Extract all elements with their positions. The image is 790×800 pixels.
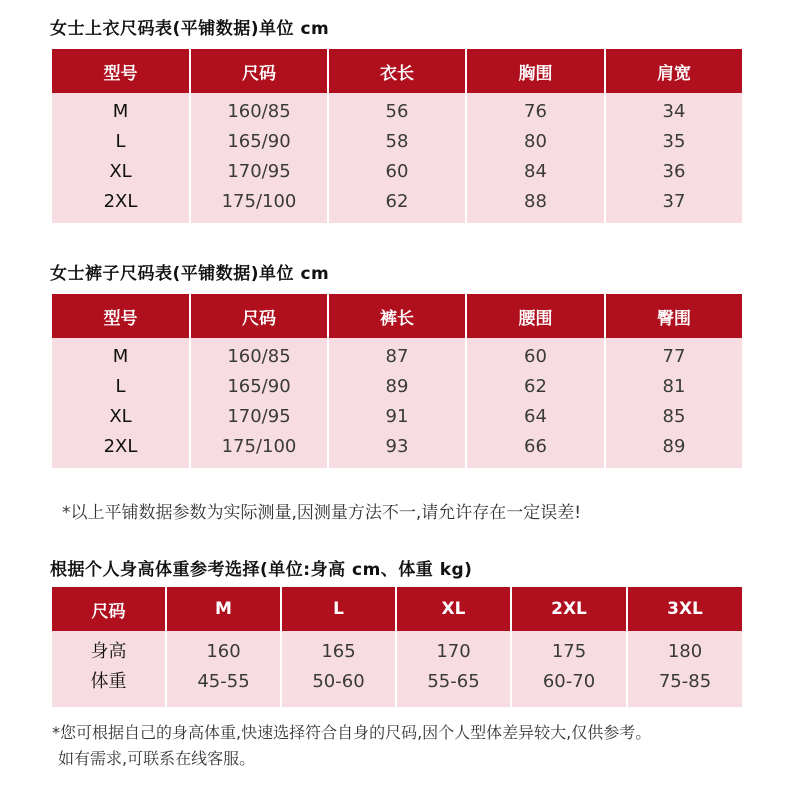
tops-cell: M <box>112 101 129 122</box>
tops-cell: 60 <box>385 161 409 182</box>
fit-header-cell: L <box>280 587 395 631</box>
tops-title: 女士上衣尺码表(平铺数据)单位 cm <box>50 19 330 39</box>
tops-column-1 <box>189 93 327 223</box>
pants-cell: 175/100 <box>221 436 297 457</box>
tops-column-4 <box>604 93 742 223</box>
tops-header-cell: 胸围 <box>465 49 604 93</box>
tops-header-cell: 尺码 <box>189 49 327 93</box>
fit-header-cell: XL <box>395 587 510 631</box>
fit-cell: 160 <box>206 641 241 662</box>
tops-cell: 35 <box>662 131 686 152</box>
fit-header-cell: 2XL <box>510 587 626 631</box>
pants-header-row <box>52 294 742 338</box>
tops-header-cell: 衣长 <box>327 49 465 93</box>
pants-cell: 87 <box>385 346 409 367</box>
pants-cell: 89 <box>662 436 686 457</box>
pants-title: 女士裤子尺码表(平铺数据)单位 cm <box>50 264 330 284</box>
fit-header-cell: 3XL <box>626 587 742 631</box>
pants-cell: 89 <box>385 376 409 397</box>
pants-cell: 170/95 <box>227 406 291 427</box>
tops-cell: 2XL <box>103 191 138 212</box>
fit-cell: 180 <box>667 641 703 662</box>
tops-column-3 <box>465 93 604 223</box>
pants-header-cell: 臀围 <box>604 294 742 338</box>
tops-cell: 165/90 <box>227 131 291 152</box>
tops-cell: 58 <box>385 131 409 152</box>
fit-size-table <box>52 587 742 707</box>
pants-cell: 60 <box>524 346 547 367</box>
tops-cell: 160/85 <box>227 101 291 122</box>
pants-cell: 165/90 <box>227 376 291 397</box>
pants-column-3 <box>465 338 604 468</box>
tops-column-0 <box>52 93 189 223</box>
pants-cell: 2XL <box>103 436 138 457</box>
fit-cell: 身高 <box>90 641 127 662</box>
fit-cell: 50-60 <box>312 671 365 692</box>
tops-cell: 62 <box>385 191 409 212</box>
fit-cell: 175 <box>551 641 587 662</box>
fit-header-cell: 尺码 <box>52 587 165 631</box>
fit-cell: 60-70 <box>542 671 596 692</box>
pants-column-2 <box>327 338 465 468</box>
fit-cell: 45-55 <box>197 671 250 692</box>
pants-cell: 93 <box>385 436 409 457</box>
fit-column-1 <box>165 631 280 707</box>
pants-cell: 81 <box>662 376 686 397</box>
pants-cell: M <box>112 346 129 367</box>
pants-header-cell: 尺码 <box>189 294 327 338</box>
tops-cell: 76 <box>524 101 547 122</box>
pants-column-0 <box>52 338 189 468</box>
pants-cell: 64 <box>524 406 547 427</box>
tops-header-row <box>52 49 742 93</box>
tops-cell: 80 <box>524 131 547 152</box>
fit-column-5 <box>626 631 742 707</box>
tops-cell: 37 <box>662 191 686 212</box>
fit-cell: 55-65 <box>427 671 480 692</box>
tops-header-cell: 型号 <box>52 49 189 93</box>
tops-cell: 175/100 <box>221 191 297 212</box>
fit-cell: 75-85 <box>658 671 712 692</box>
tops-cell: 56 <box>385 101 409 122</box>
fit-column-3 <box>395 631 510 707</box>
fit-cell: 体重 <box>90 671 127 692</box>
fit-body-row <box>52 631 742 707</box>
fit-header-row <box>52 587 742 631</box>
pants-column-4 <box>604 338 742 468</box>
tops-cell: L <box>115 131 126 152</box>
tops-cell: 170/95 <box>227 161 291 182</box>
pants-cell: 66 <box>524 436 547 457</box>
tops-column-2 <box>327 93 465 223</box>
pants-header-cell: 裤长 <box>327 294 465 338</box>
tops-cell: 88 <box>524 191 547 212</box>
footer-note-line2: 如有需求,可联系在线客服。 <box>58 749 256 768</box>
pants-header-cell: 腰围 <box>465 294 604 338</box>
measurement-note: *以上平铺数据参数为实际测量,因测量方法不一,请允许存在一定误差! <box>62 503 582 523</box>
fit-column-4 <box>510 631 626 707</box>
tops-header-cell: 肩宽 <box>604 49 742 93</box>
fit-column-0 <box>52 631 165 707</box>
pants-body-row <box>52 338 742 468</box>
tops-cell: 36 <box>662 161 686 182</box>
fit-header-cell: M <box>165 587 280 631</box>
pants-column-1 <box>189 338 327 468</box>
pants-cell: XL <box>109 406 132 427</box>
pants-header-cell: 型号 <box>52 294 189 338</box>
tops-cell: 84 <box>524 161 547 182</box>
pants-cell: L <box>115 376 126 397</box>
tops-size-table <box>52 49 742 223</box>
fit-column-2 <box>280 631 395 707</box>
pants-cell: 91 <box>385 406 409 427</box>
pants-size-table <box>52 294 742 468</box>
fit-cell: 170 <box>436 641 471 662</box>
fit-title: 根据个人身高体重参考选择(单位:身高 cm、体重 kg) <box>50 560 473 580</box>
pants-cell: 62 <box>524 376 547 397</box>
fit-cell: 165 <box>321 641 356 662</box>
tops-body-row <box>52 93 742 223</box>
tops-cell: XL <box>109 161 132 182</box>
pants-cell: 77 <box>662 346 686 367</box>
pants-cell: 160/85 <box>227 346 291 367</box>
pants-cell: 85 <box>662 406 686 427</box>
tops-cell: 34 <box>662 101 686 122</box>
footer-note-line1: *您可根据自己的身高体重,快速选择符合自身的尺码,因个人型体差异较大,仅供参考。 <box>52 723 652 742</box>
